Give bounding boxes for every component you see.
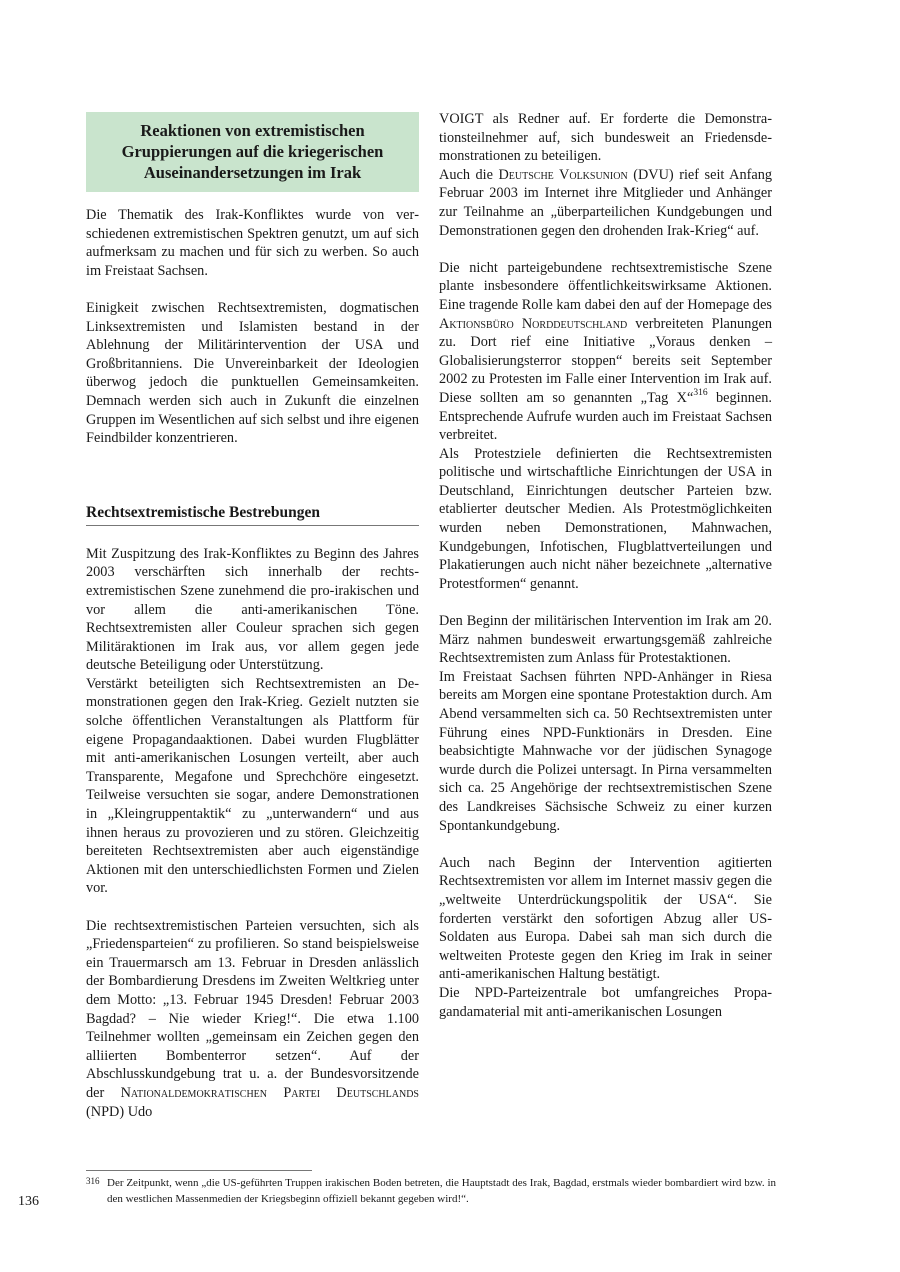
box-heading-line: Reaktionen von extremistischen bbox=[140, 121, 365, 140]
text-run: Die rechtsextremistischen Parteien versuchten, sich als „Friedensparteien“ zu profilieren. So stand beispielsweise ein Trauermarsch am 13. Februar in Dresden anlässlich der Bombardierung Dresdens im Zweiten Weltkrieg unter dem Motto: „13. Februar 1945 Dresden! Februar 2003 Bagdad? – Nie wieder Krieg!“. Die etwa 1.100 Teilnehmer wollten „gemeinsam ein Zeichen gegen den alliierten Bombenterror setzen“. Auf der Abschlusskundgebung trat u. a. der Bundesvorsitzende der bbox=[86, 917, 419, 1101]
right-column bbox=[439, 110, 772, 1021]
paragraph bbox=[86, 917, 419, 1122]
paragraph: Auch nach Beginn der Intervention agitierten Rechtsextremisten vor allem im Internet massiv gegen die „weltweite Unterdrückungspolitik der USA“. Sie forderten verstärkt den sofortigen Abzug aller US-Soldaten aus Europa. Dabei sah man sich durch die weltweiten Proteste gegen den Krieg im Irak in seiner anti-amerikanischen Haltung bestätigt. bbox=[439, 854, 772, 983]
footnote-number: 316 bbox=[86, 1176, 100, 1186]
party-name: Nationaldemokratischen Partei Deutschlands bbox=[120, 1084, 419, 1101]
section-title: Rechtsextremistische Bestrebungen bbox=[86, 503, 419, 526]
footnote-separator bbox=[86, 1170, 312, 1171]
paragraph: Verstärkt beteiligten sich Rechtsextremisten an Demonstrationen gegen den Irak-Krieg. Gezielt nutzten sie solche öffentlichen Veranstaltungen als Plattform für eigene Propagandaaktionen. Dabei wurden Flugblätter mit anti-amerikanischen Losungen verteilt, aber auch Transparente, Megafone und Sprechchöre eingesetzt. Teilweise versuchten sie sogar, andere Demonstrationen in „Kleingruppentaktik“ zu „unterwandern“ und aus ihnen heraus zu provozieren und zu stören. Gleichzeitig bereiteten Rechtsextremisten aber auch eigenständige Aktionen mit den unterschiedlichsten Formen und Zielen vor. bbox=[86, 675, 419, 897]
organization-name: Aktionsbüro Norddeutschland bbox=[439, 315, 628, 332]
section-heading-box bbox=[86, 112, 419, 192]
paragraph: Die NPD-Parteizentrale bot umfangreiches Propagandamaterial mit anti-amerikanischen Losungen bbox=[439, 984, 772, 1020]
footnote-text: Der Zeitpunkt, wenn „die US-geführten Truppen irakischen Boden betreten, die Hauptstadt des Irak, Bagdad, erstmals wieder bombardiert wird bzw. in den westlichen Massenmedien der Kriegsbeginn offiziell bekannt gegeben wird!“. bbox=[107, 1177, 776, 1205]
page-number: 136 bbox=[18, 1194, 39, 1209]
text-run: (NPD) Udo bbox=[86, 1103, 153, 1120]
text-run: Auch die bbox=[439, 166, 499, 183]
text-run: beginnen. Entsprechende Aufrufe wurden auch im Freistaat Sachsen verbreitet. bbox=[439, 389, 772, 444]
footnote bbox=[86, 1175, 776, 1207]
paragraph: Den Beginn der militärischen Intervention im Irak am 20. März nahmen bundesweit erwartungsgemäß zahlreiche Rechtsextremisten zum Anlass für Protestaktionen. bbox=[439, 613, 772, 667]
text-run: verbreiteten Planungen zu. Dort rief eine Initiative „Voraus denken – Globalisierungsterror stoppen“ bereits seit September 2002 zu Protesten im Falle einer Intervention im Irak auf. Diese sollten am so genannten „Tag X“ bbox=[439, 315, 772, 406]
paragraph: Die Thematik des Irak-Konfliktes wurde von verschiedenen extremistischen Spektren genutzt, um auf sich aufmerksam zu machen und für sich zu werben. So auch im Freistaat Sachsen. bbox=[86, 207, 419, 279]
left-column bbox=[86, 112, 419, 1121]
box-heading-line: Gruppierungen auf die kriegerischen bbox=[121, 142, 384, 161]
paragraph: Mit Zuspitzung des Irak-Konfliktes zu Beginn des Jahres 2003 verschärften sich innerhalb der rechtsextremistischen Szene zunehmend die pro-irakischen und vor allem die anti-amerikanischen Töne. Rechtsextremisten aller Couleur sprachen sich gegen Militäraktionen im Irak aus, vor allem gegen jede deutsche Beteiligung oder Unterstützung. bbox=[86, 545, 419, 674]
paragraph: Als Protestziele definierten die Rechtsextremisten politische und wirtschaftliche Einrichtungen der USA in Deutschland, Einrichtungen deutscher Parteien bzw. etablierter deutscher Medien. Als Protestmöglichkeiten wurden neben Demonstrationen, Mahnwachen, Kundgebungen, Infotischen, Flugblattverteilungen und Plakatierungen auch nicht näher bezeichnete „alternative Protestformen“ genannt. bbox=[439, 445, 772, 592]
paragraph: Einigkeit zwischen Rechtsextremisten, dogmatischen Linksextremisten und Islamisten bestand in der Ablehnung der Militärintervention der USA und Großbritanniens. Die Unvereinbarkeit der Ideologien überwog jedoch die punktuellen Gemeinsamkeiten. Demnach werden sich auch in Zukunft die einzelnen Gruppen im Wesentlichen auf sich selbst und ihre eigenen Feindbilder konzentrieren. bbox=[86, 299, 419, 447]
paragraph: VOIGT als Redner auf. Er forderte die Demonstrationsteilnehmer auf, sich bundesweit an Friedensdemonstrationen zu beteiligen. bbox=[439, 111, 772, 165]
text-run: (DVU) rief seit Anfang Februar 2003 im Internet ihre Mitglieder und Anhänger zur Teilnahme an „überparteilichen Kundgebungen und Demonstrationen gegen den drohenden Irak-Krieg“ auf. bbox=[439, 166, 772, 239]
party-name: Deutsche Volksunion bbox=[498, 166, 628, 183]
paragraph: Im Freistaat Sachsen führten NPD-Anhänger in Riesa bereits am Morgen eine spontane Protestaktion durch. Am Abend versammelten sich ca. 50 Rechtsextremisten unter Führung eines NPD-Funktionärs in Dresden. Eine beabsichtigte Mahnwache vor der jüdischen Synagoge wurde durch die Polizei untersagt. In Pirna versammelten sich ca. 25 Angehörige der rechtsextremistischen Szene des Landkreises Sächsische Schweiz zu einer kurzen Spontankundgebung. bbox=[439, 668, 772, 834]
text-run: Die nicht parteigebundene rechtsextremistische Szene plante insbesondere öffentlichkeitswirksame Aktionen. Eine tragende Rolle kam dabei den auf der Homepage des bbox=[439, 259, 772, 313]
paragraph bbox=[439, 166, 772, 240]
paragraph bbox=[439, 259, 772, 445]
box-heading-line: Auseinandersetzungen im Irak bbox=[143, 163, 362, 182]
footnote-reference[interactable]: 316 bbox=[693, 388, 708, 399]
